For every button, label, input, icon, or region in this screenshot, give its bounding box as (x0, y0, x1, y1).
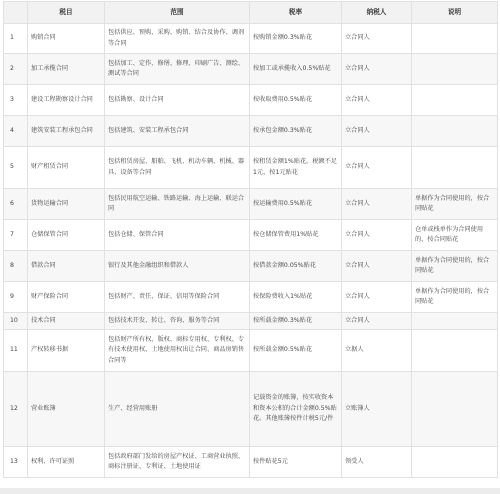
taxpayer-cell: 立合同人 (342, 313, 412, 330)
taxpayer-cell: 立账簿人 (342, 372, 412, 447)
note-cell: 仓单或栈单作为合同使用的，按合同贴花 (412, 220, 498, 251)
taxpayer-cell: 立合同人 (342, 220, 412, 251)
tax-item: 技术合同 (28, 313, 105, 330)
note-cell (412, 372, 498, 447)
scope-cell: 包括租赁房屋、船舶、飞机、机动车辆、机械、器具、设备等合同 (105, 147, 250, 189)
table-row (4, 189, 498, 220)
row-number: 13 (4, 447, 28, 478)
rate-cell: 按收取费用0.5%贴花 (250, 85, 342, 116)
note-cell: 单据作为合同使用的，按合同贴花 (412, 251, 498, 282)
scope-cell: 包括加工、定作、修缮、修理、印刷广告、测绘、测试等合同 (105, 54, 250, 85)
rate-cell: 按购销金额0.3%贴花 (250, 24, 342, 54)
rate-cell: 按借款金额0.05%贴花 (250, 251, 342, 282)
taxpayer-cell: 立合同人 (342, 24, 412, 54)
scope-cell: 银行及其他金融组织和借款人 (105, 251, 250, 282)
scope-cell: 包括供应、预购、采购、购销、结合及协作、调剂等合同 (105, 24, 250, 54)
table-row (4, 24, 498, 54)
taxpayer-cell: 立合同人 (342, 189, 412, 220)
row-number: 7 (4, 220, 28, 251)
rate-cell: 记载资金的账簿，按实收资本和资本公积的合计金额0.5%贴花。其他账簿按件计税5元/件 (250, 372, 342, 447)
rate-cell: 按租赁金额1%贴花。税额不足1元，按1元贴花 (250, 147, 342, 189)
header-index (4, 2, 28, 24)
tax-item: 营业账簿 (28, 372, 105, 447)
tax-item: 财产保险合同 (28, 282, 105, 313)
tax-item: 产权转移书据 (28, 330, 105, 372)
rate-cell: 按件贴花5元 (250, 447, 342, 478)
header-taxpayer: 纳税人 (342, 2, 412, 24)
row-number: 9 (4, 282, 28, 313)
note-cell (412, 447, 498, 478)
table-row (4, 220, 498, 251)
taxpayer-cell: 立合同人 (342, 251, 412, 282)
row-number: 6 (4, 189, 28, 220)
taxpayer-cell: 立据人 (342, 330, 412, 372)
taxpayer-cell: 立合同人 (342, 85, 412, 116)
taxpayer-cell: 立合同人 (342, 282, 412, 313)
header-rate: 税率 (250, 2, 342, 24)
scope-cell: 包括仓储、保管合同 (105, 220, 250, 251)
table-row (4, 447, 498, 478)
row-number: 2 (4, 54, 28, 85)
table-row (4, 251, 498, 282)
tax-item: 建筑安装工程承包合同 (28, 116, 105, 147)
tax-item: 货物运输合同 (28, 189, 105, 220)
table-row (4, 313, 498, 330)
rate-cell: 按加工或承揽收入0.5%贴花 (250, 54, 342, 85)
row-number: 3 (4, 85, 28, 116)
note-cell (412, 116, 498, 147)
note-cell (412, 85, 498, 116)
header-item: 税目 (28, 2, 105, 24)
table-row (4, 147, 498, 189)
page (0, 1, 500, 494)
row-number: 10 (4, 313, 28, 330)
tax-item: 建设工程勘察设计合同 (28, 85, 105, 116)
scope-cell: 生产、经营用账册 (105, 372, 250, 447)
table-header-row (4, 2, 498, 24)
tax-item: 权利、许可证照 (28, 447, 105, 478)
tax-item: 借款合同 (28, 251, 105, 282)
note-cell (412, 330, 498, 372)
tax-item: 加工承揽合同 (28, 54, 105, 85)
row-number: 12 (4, 372, 28, 447)
scope-cell: 包括政府部门发给的房屋产权证、工商营业执照、商标注册证、专利证、土地使用证 (105, 447, 250, 478)
note-cell (412, 24, 498, 54)
rate-cell: 按仓储保管费用1%贴花 (250, 220, 342, 251)
table-row (4, 282, 498, 313)
rate-cell: 按所载金额0.3%贴花 (250, 313, 342, 330)
tax-item: 财产租赁合同 (28, 147, 105, 189)
rate-cell: 按运输费用0.5%贴花 (250, 189, 342, 220)
scope-cell: 包括财产、责任、保证、信用等保险合同 (105, 282, 250, 313)
taxpayer-cell: 立合同人 (342, 54, 412, 85)
rate-cell: 按保险费收入1%贴花 (250, 282, 342, 313)
tax-item: 仓储保管合同 (28, 220, 105, 251)
taxpayer-cell: 立合同人 (342, 147, 412, 189)
row-number: 11 (4, 330, 28, 372)
table-row (4, 54, 498, 85)
row-number: 8 (4, 251, 28, 282)
row-number: 1 (4, 24, 28, 54)
scope-cell: 包括技术开发、转让、咨询、服务等合同 (105, 313, 250, 330)
scope-cell: 包括民用航空运输、铁路运输、海上运输、联运合同 (105, 189, 250, 220)
stamp-tax-table (3, 1, 498, 478)
header-note: 说明 (412, 2, 498, 24)
rate-cell: 按所载金额0.5%贴花 (250, 330, 342, 372)
row-number: 4 (4, 116, 28, 147)
taxpayer-cell: 立合同人 (342, 116, 412, 147)
table-row (4, 85, 498, 116)
row-number: 5 (4, 147, 28, 189)
table-row (4, 116, 498, 147)
rate-cell: 按承包金额0.3%贴花 (250, 116, 342, 147)
note-cell (412, 313, 498, 330)
table-row (4, 372, 498, 447)
taxpayer-cell: 领受人 (342, 447, 412, 478)
tax-item: 购销合同 (28, 24, 105, 54)
bottom-divider (0, 488, 500, 494)
note-cell (412, 147, 498, 189)
scope-cell: 包括勘察、设计合同 (105, 85, 250, 116)
scope-cell: 包括建筑、安装工程承包合同 (105, 116, 250, 147)
note-cell: 单据作为合同使用的，按合同贴花 (412, 189, 498, 220)
note-cell: 单据作为合同使用的，按合同贴花 (412, 282, 498, 313)
table-row (4, 330, 498, 372)
scope-cell: 包括财产所有权、版权、商标专用权、专利权、专有技术使用权、土地使用权出让合同、商品房销售合同等 (105, 330, 250, 372)
note-cell (412, 54, 498, 85)
header-scope: 范围 (105, 2, 250, 24)
